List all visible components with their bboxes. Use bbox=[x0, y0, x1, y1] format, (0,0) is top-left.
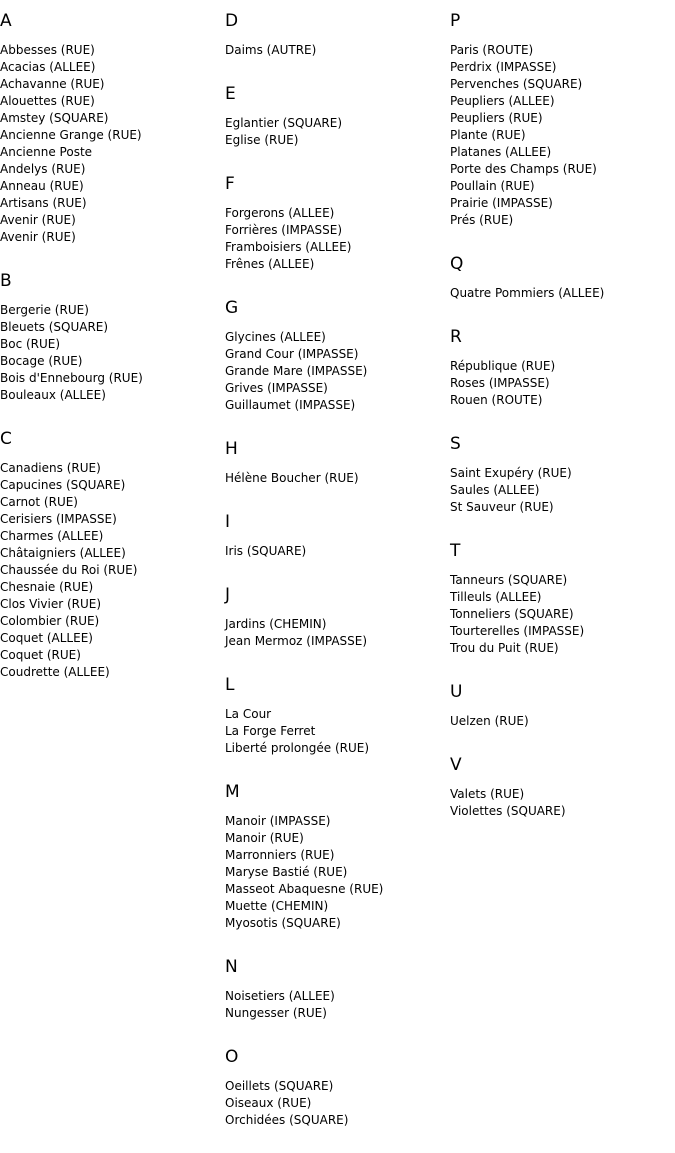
street-list bbox=[225, 616, 450, 650]
street-entry: Tonneliers (SQUARE) bbox=[450, 607, 574, 621]
street-entry: Grand Cour (IMPASSE) bbox=[225, 347, 359, 361]
letter-section bbox=[225, 297, 450, 414]
street-list bbox=[450, 285, 675, 302]
street-entry: Eglantier (SQUARE) bbox=[225, 116, 342, 130]
letter-heading: U bbox=[450, 682, 463, 702]
street-entry: Jardins (CHEMIN) bbox=[225, 617, 327, 631]
street-entry: Plante (RUE) bbox=[450, 128, 526, 142]
street-list bbox=[450, 713, 675, 730]
letter-heading: P bbox=[450, 11, 461, 31]
letter-section bbox=[450, 540, 675, 657]
letter-section bbox=[225, 956, 450, 1022]
street-entry: Guillaumet (IMPASSE) bbox=[225, 398, 356, 412]
letter-section bbox=[225, 1046, 450, 1129]
street-entry: Uelzen (RUE) bbox=[450, 714, 529, 728]
letter-section bbox=[225, 781, 450, 932]
street-entry: Roses (IMPASSE) bbox=[450, 376, 550, 390]
street-entry: Châtaigniers (ALLEE) bbox=[0, 546, 126, 560]
letter-section bbox=[450, 433, 675, 516]
street-entry: Acacias (ALLEE) bbox=[0, 60, 96, 74]
letter-heading: M bbox=[225, 782, 240, 802]
street-entry: Violettes (SQUARE) bbox=[450, 804, 566, 818]
letter-section bbox=[450, 754, 675, 820]
letter-heading: I bbox=[225, 512, 231, 532]
street-entry: Oiseaux (RUE) bbox=[225, 1096, 312, 1110]
letter-heading: J bbox=[225, 585, 231, 605]
street-entry: Paris (ROUTE) bbox=[450, 43, 534, 57]
street-entry: Pervenches (SQUARE) bbox=[450, 77, 583, 91]
street-entry: Hélène Boucher (RUE) bbox=[225, 471, 359, 485]
street-list bbox=[450, 42, 675, 229]
letter-section bbox=[225, 438, 450, 487]
street-entry: Jean Mermoz (IMPASSE) bbox=[225, 634, 368, 648]
letter-section bbox=[0, 428, 225, 681]
street-entry: Grande Mare (IMPASSE) bbox=[225, 364, 368, 378]
street-entry: Coquet (ALLEE) bbox=[0, 631, 93, 645]
street-entry: Boc (RUE) bbox=[0, 337, 61, 351]
street-list bbox=[225, 988, 450, 1022]
street-entry: Muette (CHEMIN) bbox=[225, 899, 329, 913]
street-entry: Liberté prolongée (RUE) bbox=[225, 741, 370, 755]
street-entry: La Cour bbox=[225, 707, 272, 721]
letter-heading: V bbox=[450, 755, 462, 775]
index-column bbox=[450, 10, 675, 844]
street-entry: Peupliers (RUE) bbox=[450, 111, 543, 125]
letter-heading: D bbox=[225, 11, 239, 31]
street-entry: Oeillets (SQUARE) bbox=[225, 1079, 334, 1093]
street-entry: Saules (ALLEE) bbox=[450, 483, 540, 497]
street-entry: Tanneurs (SQUARE) bbox=[450, 573, 568, 587]
street-entry: Avenir (RUE) bbox=[0, 213, 76, 227]
street-list bbox=[225, 813, 450, 932]
street-list bbox=[450, 786, 675, 820]
letter-section bbox=[450, 681, 675, 730]
street-entry: Trou du Puit (RUE) bbox=[450, 641, 559, 655]
street-entry: Nungesser (RUE) bbox=[225, 1006, 327, 1020]
letter-heading: L bbox=[225, 675, 235, 695]
letter-section bbox=[225, 584, 450, 650]
street-entry: Iris (SQUARE) bbox=[225, 544, 307, 558]
street-entry: La Forge Ferret bbox=[225, 724, 316, 738]
street-entry: République (RUE) bbox=[450, 359, 556, 373]
letter-section bbox=[225, 173, 450, 273]
street-entry: Coquet (RUE) bbox=[0, 648, 81, 662]
street-entry: Prés (RUE) bbox=[450, 213, 514, 227]
street-entry: Tilleuls (ALLEE) bbox=[450, 590, 542, 604]
street-entry: Peupliers (ALLEE) bbox=[450, 94, 555, 108]
street-entry: Coudrette (ALLEE) bbox=[0, 665, 110, 679]
street-entry: Bergerie (RUE) bbox=[0, 303, 89, 317]
letter-section bbox=[450, 326, 675, 409]
street-entry: Eglise (RUE) bbox=[225, 133, 299, 147]
street-entry: Rouen (ROUTE) bbox=[450, 393, 543, 407]
street-entry: Prairie (IMPASSE) bbox=[450, 196, 553, 210]
street-list bbox=[225, 42, 450, 59]
street-entry: Ancienne Grange (RUE) bbox=[0, 128, 142, 142]
street-list bbox=[225, 543, 450, 560]
street-entry: Artisans (RUE) bbox=[0, 196, 87, 210]
street-entry: Forgerons (ALLEE) bbox=[225, 206, 335, 220]
street-entry: Charmes (ALLEE) bbox=[0, 529, 104, 543]
letter-heading: G bbox=[225, 298, 239, 318]
street-entry: Porte des Champs (RUE) bbox=[450, 162, 597, 176]
street-list bbox=[450, 572, 675, 657]
street-entry: Valets (RUE) bbox=[450, 787, 525, 801]
letter-section bbox=[225, 674, 450, 757]
letter-heading: C bbox=[0, 429, 12, 449]
letter-heading: T bbox=[450, 541, 461, 561]
index-column bbox=[0, 10, 225, 705]
street-list bbox=[225, 470, 450, 487]
street-entry: Abbesses (RUE) bbox=[0, 43, 95, 57]
street-entry: St Sauveur (RUE) bbox=[450, 500, 554, 514]
street-entry: Bouleaux (ALLEE) bbox=[0, 388, 106, 402]
street-entry: Daims (AUTRE) bbox=[225, 43, 317, 57]
street-entry: Anneau (RUE) bbox=[0, 179, 84, 193]
street-list bbox=[0, 42, 225, 246]
street-entry: Orchidées (SQUARE) bbox=[225, 1113, 349, 1127]
letter-heading: E bbox=[225, 84, 236, 104]
street-list bbox=[225, 329, 450, 414]
street-entry: Maryse Bastié (RUE) bbox=[225, 865, 348, 879]
street-entry: Bleuets (SQUARE) bbox=[0, 320, 109, 334]
index-column bbox=[225, 10, 450, 1153]
street-entry: Masseot Abaquesne (RUE) bbox=[225, 882, 384, 896]
street-entry: Chesnaie (RUE) bbox=[0, 580, 94, 594]
street-entry: Avenir (RUE) bbox=[0, 230, 76, 244]
street-entry: Cerisiers (IMPASSE) bbox=[0, 512, 117, 526]
street-entry: Achavanne (RUE) bbox=[0, 77, 105, 91]
street-list bbox=[0, 302, 225, 404]
street-entry: Clos Vivier (RUE) bbox=[0, 597, 102, 611]
street-entry: Alouettes (RUE) bbox=[0, 94, 95, 108]
street-entry: Grives (IMPASSE) bbox=[225, 381, 328, 395]
letter-section bbox=[450, 253, 675, 302]
letter-section bbox=[225, 511, 450, 560]
street-entry: Manoir (IMPASSE) bbox=[225, 814, 331, 828]
street-entry: Bois d'Ennebourg (RUE) bbox=[0, 371, 143, 385]
letter-heading: R bbox=[450, 327, 462, 347]
letter-heading: S bbox=[450, 434, 461, 454]
letter-heading: B bbox=[0, 271, 12, 291]
letter-section bbox=[0, 10, 225, 246]
street-list bbox=[225, 1078, 450, 1129]
street-entry: Forrières (IMPASSE) bbox=[225, 223, 343, 237]
letter-section bbox=[0, 270, 225, 404]
street-entry: Amstey (SQUARE) bbox=[0, 111, 109, 125]
street-entry: Manoir (RUE) bbox=[225, 831, 304, 845]
street-list bbox=[225, 115, 450, 149]
letter-heading: A bbox=[0, 11, 12, 31]
street-entry: Bocage (RUE) bbox=[0, 354, 83, 368]
street-entry: Quatre Pommiers (ALLEE) bbox=[450, 286, 605, 300]
street-list bbox=[450, 465, 675, 516]
street-entry: Poullain (RUE) bbox=[450, 179, 535, 193]
street-entry: Chaussée du Roi (RUE) bbox=[0, 563, 138, 577]
street-entry: Perdrix (IMPASSE) bbox=[450, 60, 557, 74]
letter-section bbox=[225, 83, 450, 149]
letter-section bbox=[225, 10, 450, 59]
street-entry: Myosotis (SQUARE) bbox=[225, 916, 341, 930]
street-list bbox=[225, 205, 450, 273]
street-list bbox=[450, 358, 675, 409]
street-entry: Glycines (ALLEE) bbox=[225, 330, 326, 344]
street-entry: Marronniers (RUE) bbox=[225, 848, 335, 862]
street-entry: Framboisiers (ALLEE) bbox=[225, 240, 352, 254]
street-entry: Andelys (RUE) bbox=[0, 162, 86, 176]
street-entry: Colombier (RUE) bbox=[0, 614, 100, 628]
street-list bbox=[225, 706, 450, 757]
street-entry: Frênes (ALLEE) bbox=[225, 257, 315, 271]
street-list bbox=[0, 460, 225, 681]
street-entry: Noisetiers (ALLEE) bbox=[225, 989, 335, 1003]
letter-heading: Q bbox=[450, 254, 464, 274]
street-entry: Carnot (RUE) bbox=[0, 495, 78, 509]
letter-heading: F bbox=[225, 174, 235, 194]
street-entry: Canadiens (RUE) bbox=[0, 461, 101, 475]
street-entry: Ancienne Poste bbox=[0, 145, 93, 159]
letter-section bbox=[450, 10, 675, 229]
street-entry: Platanes (ALLEE) bbox=[450, 145, 552, 159]
letter-heading: O bbox=[225, 1047, 239, 1067]
street-entry: Tourterelles (IMPASSE) bbox=[450, 624, 585, 638]
street-entry: Capucines (SQUARE) bbox=[0, 478, 126, 492]
street-entry: Saint Exupéry (RUE) bbox=[450, 466, 572, 480]
letter-heading: H bbox=[225, 439, 238, 459]
letter-heading: N bbox=[225, 957, 238, 977]
